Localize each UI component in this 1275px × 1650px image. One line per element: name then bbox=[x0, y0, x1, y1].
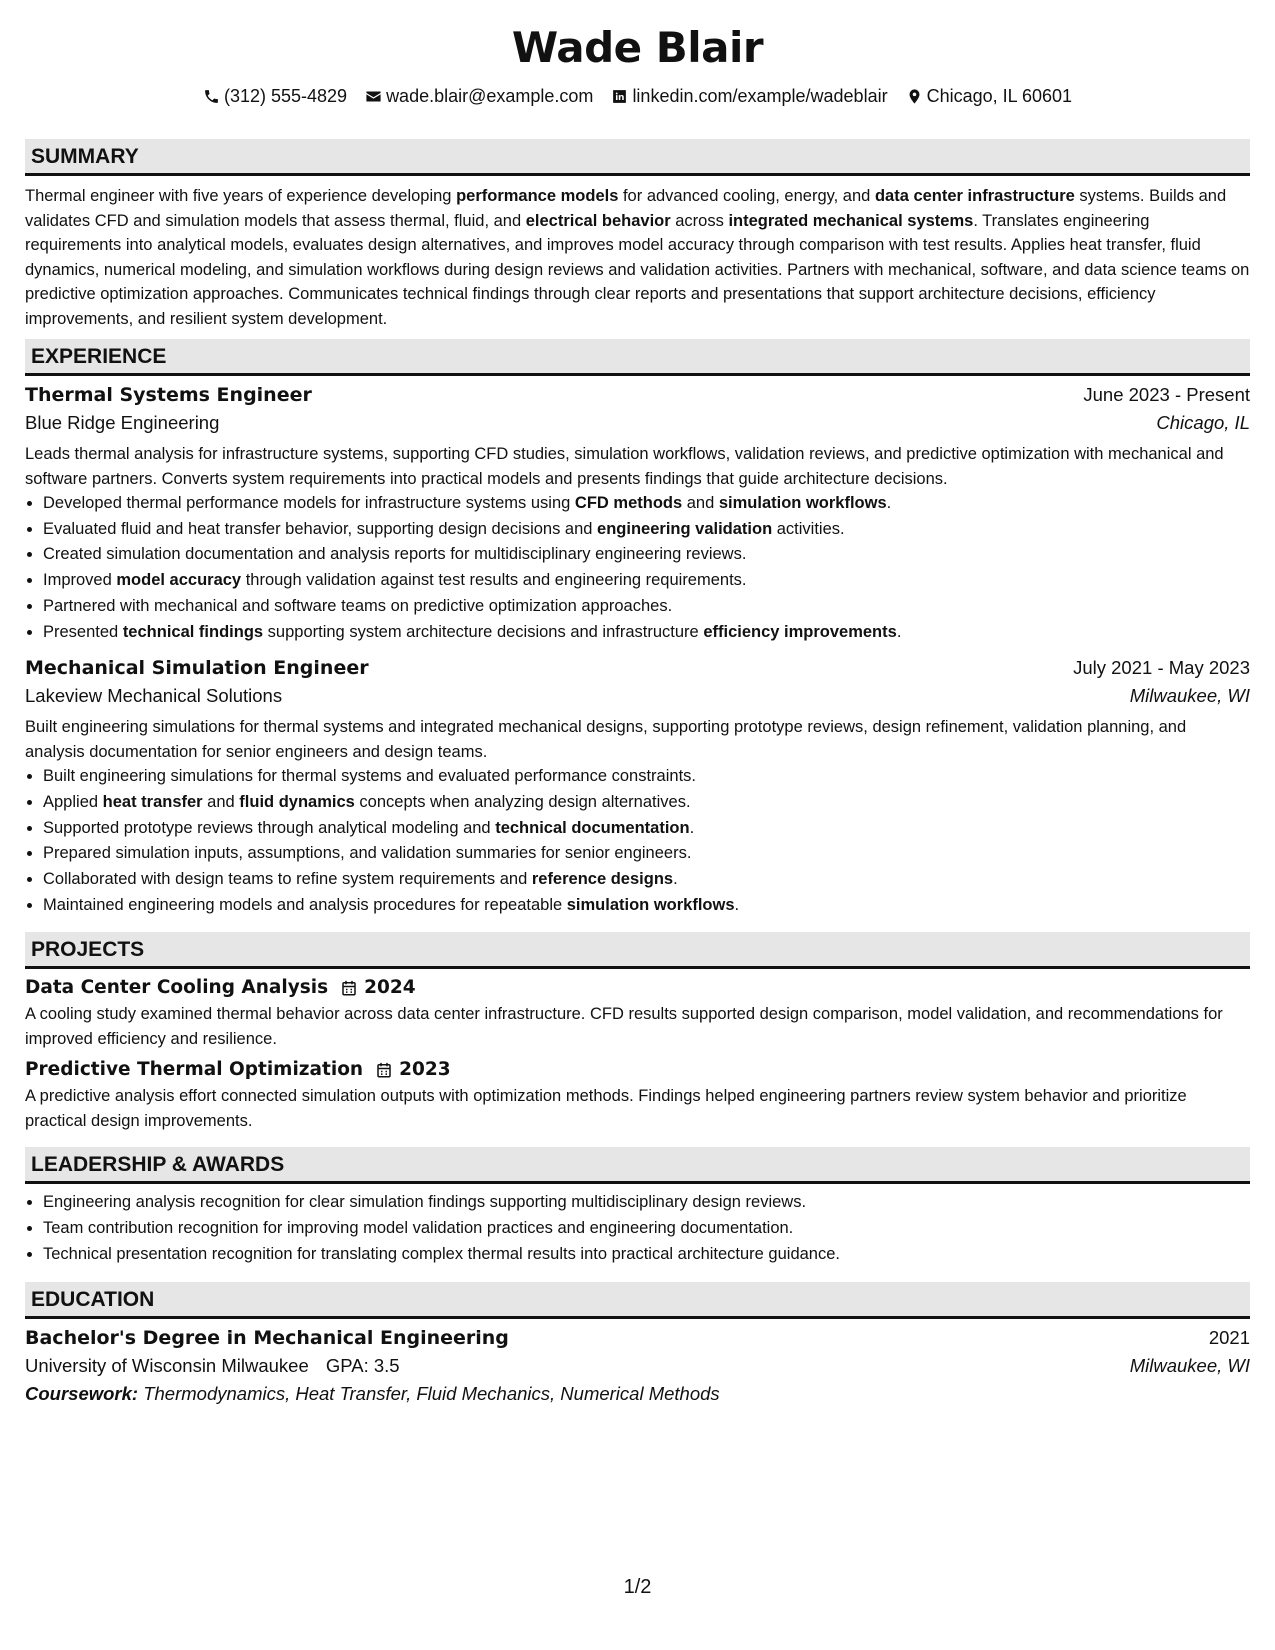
job-bullet: • Developed thermal performance models for infrastructure systems using CFD methods and simulation workflows. bbox=[43, 491, 1250, 517]
education-entry bbox=[25, 1327, 1250, 1405]
map-pin-icon bbox=[906, 88, 923, 105]
job-bullet: • Created simulation documentation and analysis reports for multidisciplinary engineering reviews. bbox=[43, 542, 1250, 568]
job-bullet: • Presented technical findings supporting system architecture decisions and infrastructure efficiency improvements. bbox=[43, 620, 1250, 646]
graduation-year: 2021 bbox=[1208, 1326, 1250, 1348]
job-description: Leads thermal analysis for infrastructure systems, supporting CFD studies, simulation workflows, validation reviews, and predictive optimization with mechanical and software partners. Converts system requirements into practical models and presents findings that guide architecture decisions. bbox=[25, 445, 1224, 488]
project-entry bbox=[25, 977, 1250, 1051]
job-bullet: • Maintained engineering models and analysis procedures for repeatable simulation workflows. bbox=[43, 893, 1250, 919]
gpa: GPA: 3.5 bbox=[325, 1354, 400, 1376]
project-year: 2024 bbox=[364, 977, 416, 999]
job-bullet: • Prepared simulation inputs, assumptions, and validation summaries for senior engineers. bbox=[43, 841, 1250, 867]
job-bullet: • Partnered with mechanical and software teams on predictive optimization approaches. bbox=[43, 594, 1250, 620]
job-date: July 2021 - May 2023 bbox=[1073, 657, 1250, 679]
section-heading-experience: EXPERIENCE bbox=[25, 339, 1250, 376]
project-title: Data Center Cooling Analysis bbox=[25, 977, 329, 999]
job-bullets bbox=[25, 764, 1250, 918]
school-location: Milwaukee, WI bbox=[1129, 1354, 1250, 1376]
job-bullet: • Supported prototype reviews through analytical modeling and technical documentation. bbox=[43, 816, 1250, 842]
summary-text: Thermal engineer with five years of experience developing performance models for advanced cooling, energy, and data center infrastructure systems. Builds and validates CFD and simulation models that assess thermal, fluid, and electrical behavior across integrated mechanical systems. Translates engineering requirements into analytical models, evaluates design alternatives, and improves model accuracy through comparison with test results. Applies heat transfer, fluid dynamics, numerical modeling, and simulation workflows during design reviews and validation activities. Partners with mechanical, software, and data science teams on predictive optimization approaches. Communicates technical findings through clear reports and presentations that support architecture decisions, efficiency improvements, and resilient system development. bbox=[25, 187, 1250, 328]
page-number: 1/2 bbox=[623, 1576, 652, 1598]
section-heading-education: EDUCATION bbox=[25, 1282, 1250, 1319]
contact-email[interactable] bbox=[365, 86, 593, 107]
contact-linkedin[interactable] bbox=[611, 86, 887, 107]
project-description: A predictive analysis effort connected simulation outputs with optimization methods. Findings helped engineering partners review system behavior and prioritize practical design improvements. bbox=[25, 1087, 1187, 1130]
job-title: Mechanical Simulation Engineer bbox=[25, 657, 369, 680]
school-info bbox=[25, 1355, 400, 1377]
project-year: 2023 bbox=[399, 1059, 451, 1081]
award-item: • Team contribution recognition for improving model validation practices and engineering documentation. bbox=[43, 1216, 1250, 1242]
contact-bar bbox=[25, 84, 1250, 108]
contact-phone bbox=[203, 86, 347, 107]
job-location: Chicago, IL bbox=[1156, 412, 1250, 433]
company-name: Blue Ridge Engineering bbox=[25, 412, 220, 433]
awards-list bbox=[25, 1190, 1250, 1267]
coursework-line bbox=[25, 1383, 1250, 1405]
project-date bbox=[340, 977, 416, 998]
job-bullet: • Collaborated with design teams to refine system requirements and reference designs. bbox=[43, 867, 1250, 893]
job-title: Thermal Systems Engineer bbox=[25, 384, 312, 406]
section-heading-projects: PROJECTS bbox=[25, 932, 1250, 969]
calendar-icon bbox=[340, 979, 358, 997]
project-title: Predictive Thermal Optimization bbox=[25, 1059, 364, 1081]
phone-text: (312) 555-4829 bbox=[223, 85, 348, 106]
candidate-name: Wade Blair bbox=[511, 23, 764, 72]
job-location: Milwaukee, WI bbox=[1129, 685, 1250, 707]
contact-location bbox=[906, 86, 1072, 107]
job-bullets bbox=[25, 491, 1250, 645]
school-name: University of Wisconsin Milwaukee bbox=[25, 1354, 309, 1376]
company-name: Lakeview Mechanical Solutions bbox=[25, 685, 283, 707]
location-text: Chicago, IL 60601 bbox=[926, 85, 1073, 106]
linkedin-icon bbox=[611, 88, 628, 105]
envelope-icon bbox=[365, 88, 382, 105]
project-entry bbox=[25, 1059, 1250, 1133]
job-description: Built engineering simulations for thermal systems and integrated mechanical designs, supporting prototype reviews, design refinement, validation planning, and analysis documentation for senior engineers and design teams. bbox=[25, 718, 1187, 761]
job-entry bbox=[25, 384, 1250, 645]
calendar-icon bbox=[375, 1061, 393, 1079]
section-heading-summary: SUMMARY bbox=[25, 139, 1250, 176]
project-description: A cooling study examined thermal behavior across data center infrastructure. CFD results supported design comparison, model validation, and recommendations for improved efficiency and resilience. bbox=[25, 1005, 1223, 1048]
coursework-label: Coursework: bbox=[25, 1382, 139, 1404]
job-entry bbox=[25, 657, 1250, 918]
resume-page bbox=[25, 0, 1250, 1405]
job-bullet: • Evaluated fluid and heat transfer behavior, supporting design decisions and engineering validation activities. bbox=[43, 517, 1250, 543]
coursework-text: Thermodynamics, Heat Transfer, Fluid Mechanics, Numerical Methods bbox=[143, 1382, 720, 1404]
job-bullet: • Applied heat transfer and fluid dynamics concepts when analyzing design alternatives. bbox=[43, 790, 1250, 816]
phone-icon bbox=[203, 88, 220, 105]
job-bullet: • Built engineering simulations for thermal systems and evaluated performance constraints. bbox=[43, 764, 1250, 790]
email-link[interactable]: wade.blair@example.com bbox=[386, 85, 594, 106]
degree-title: Bachelor's Degree in Mechanical Engineering bbox=[25, 1326, 509, 1349]
job-bullet: • Improved model accuracy through validation against test results and engineering requirements. bbox=[43, 568, 1250, 594]
award-item: • Engineering analysis recognition for clear simulation findings supporting multidisciplinary design reviews. bbox=[43, 1190, 1250, 1216]
linkedin-link[interactable]: linkedin.com/example/wadeblair bbox=[632, 85, 888, 106]
award-item: • Technical presentation recognition for translating complex thermal results into practical architecture guidance. bbox=[43, 1242, 1250, 1268]
job-date: June 2023 - Present bbox=[1083, 384, 1250, 405]
section-heading-leadership: LEADERSHIP & AWARDS bbox=[25, 1147, 1250, 1184]
project-date bbox=[375, 1059, 451, 1080]
